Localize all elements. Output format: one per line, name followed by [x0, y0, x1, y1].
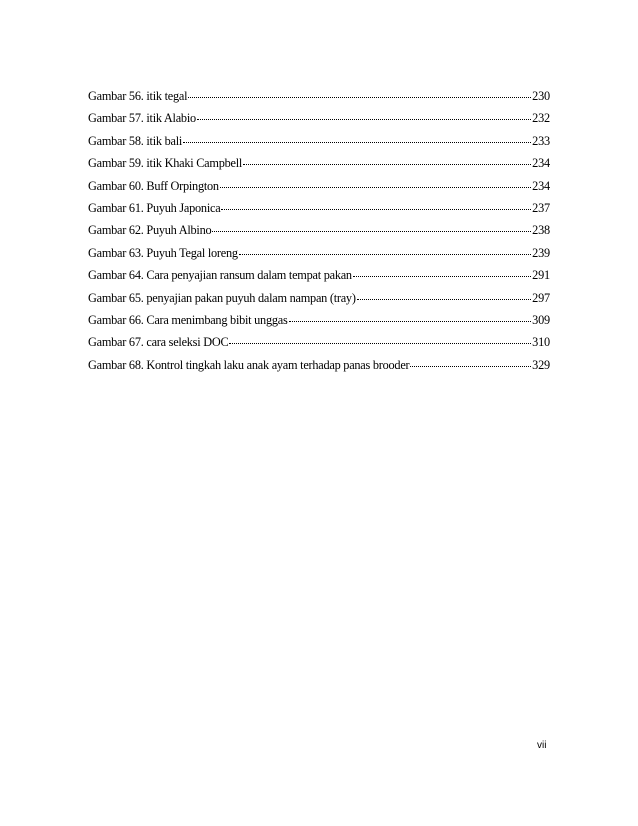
- toc-entry: [88, 312, 550, 334]
- toc-entry-title: Gambar 56. itik tegal: [88, 89, 188, 103]
- toc-entry-page: 239: [532, 245, 550, 260]
- toc-entry-page: 238: [532, 223, 550, 238]
- toc-entry-title: Gambar 58. itik bali: [88, 133, 183, 148]
- dot-leader: [239, 254, 531, 255]
- toc-entry-title: Gambar 64. Cara penyajian ransum dalam tempat pakan: [88, 268, 352, 283]
- toc-entry-title: Gambar 62. Puyuh Albino: [88, 223, 212, 238]
- page-number: vii: [537, 740, 547, 751]
- dot-leader: [229, 343, 531, 344]
- toc-entry-title: Gambar 59. itik Khaki Campbell: [88, 156, 243, 171]
- toc-entry-title: Gambar 65. penyajian pakan puyuh dalam nampan (tray): [88, 290, 356, 305]
- toc-entry-title: Gambar 63. Puyuh Tegal loreng: [88, 245, 238, 260]
- toc-entry-page: 329: [532, 357, 550, 372]
- dot-leader: [353, 276, 531, 277]
- toc-entry-title: Gambar 57. itik Alabio: [88, 111, 196, 126]
- toc-entry: [88, 133, 550, 155]
- toc-entry: [88, 110, 550, 132]
- toc-entry: [88, 267, 550, 289]
- toc-entry-title: Gambar 68. Kontrol tingkah laku anak ayam terhadap panas brooder: [88, 357, 410, 372]
- toc-entry-page: 230: [532, 89, 550, 103]
- toc-entry-title: Gambar 60. Buff Orpington: [88, 178, 219, 193]
- toc-entry: [88, 334, 550, 356]
- dot-leader: [197, 119, 531, 120]
- toc-entry-page: 233: [532, 133, 550, 148]
- dot-leader: [212, 231, 531, 232]
- toc-entry-page: 234: [532, 156, 550, 171]
- toc-entry: [88, 200, 550, 222]
- dot-leader: [183, 142, 531, 143]
- toc-entry-page: 234: [532, 178, 550, 193]
- list-of-figures: [88, 88, 550, 379]
- dot-leader: [188, 97, 531, 98]
- toc-entry-title: Gambar 61. Puyuh Japonica: [88, 200, 221, 215]
- toc-entry-page: 297: [532, 290, 550, 305]
- toc-entry: [88, 178, 550, 200]
- toc-entry-page: 291: [532, 268, 550, 283]
- dot-leader: [243, 164, 531, 165]
- dot-leader: [221, 209, 531, 210]
- toc-entry-page: 309: [532, 312, 550, 327]
- dot-leader: [410, 366, 531, 367]
- toc-entry: [88, 222, 550, 244]
- toc-entry: [88, 88, 550, 110]
- toc-entry-title: Gambar 66. Cara menimbang bibit unggas: [88, 312, 288, 327]
- toc-entry-page: 310: [532, 335, 550, 350]
- toc-entry: [88, 245, 550, 267]
- dot-leader: [357, 299, 531, 300]
- toc-entry: [88, 290, 550, 312]
- toc-entry-title: Gambar 67. cara seleksi DOC: [88, 335, 229, 350]
- toc-entry-page: 232: [532, 111, 550, 126]
- dot-leader: [289, 321, 532, 322]
- toc-entry: [88, 357, 550, 379]
- dot-leader: [220, 187, 531, 188]
- toc-entry: [88, 155, 550, 177]
- toc-entry-page: 237: [532, 200, 550, 215]
